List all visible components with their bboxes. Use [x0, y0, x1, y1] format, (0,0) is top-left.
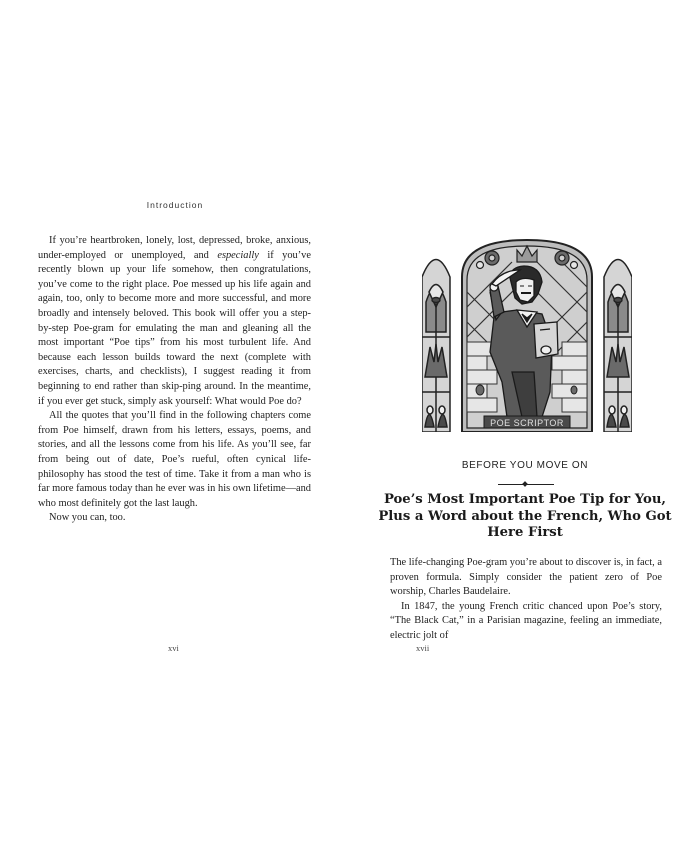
paragraph: All the quotes that you’ll find in the following chapters come from Poe himself, drawn from his letters, essays, poems, and stories, and all the lessons come from his life. As you’ll see, far from being out of date, Poe’s rueful, often cynical life-philosophy has stood the test of time. Take it from a man who is far more famous today than he ever was in his own lifetime—and who most definitely got the last laugh. [38, 410, 311, 509]
emphasis-text: especially [217, 249, 259, 261]
ornamental-divider [498, 482, 554, 488]
diamond-icon [522, 481, 528, 487]
paragraph [38, 234, 311, 409]
paragraph: In 1847, the young French critic chanced upon Poe’s story, “The Black Cat,” in a Parisian magazine, feeling an immediate, electric jolt of [390, 600, 662, 641]
paragraph: Now you can, too. [49, 512, 126, 524]
stained-glass-illustration [422, 232, 632, 432]
page-number-left: xvi [168, 643, 179, 653]
paragraph-text: If you’re heartbroken, lonely, lost, depressed, broke, anxious, under-employed or unemployed, and [38, 235, 311, 261]
poe-stained-glass-icon [422, 232, 632, 432]
right-page [350, 0, 700, 855]
chapter-body [390, 556, 662, 644]
paragraph: The life-changing Poe-gram you’re about to discover is, in fact, a proven formula. Simply consider the patient zero of Poe worship, Charles Baudelaire. [390, 557, 662, 598]
banner-text: POE SCRIPTOR [490, 418, 564, 428]
section-label: BEFORE YOU MOVE ON [461, 460, 589, 471]
introduction-body [38, 234, 311, 526]
paragraph-text: if you’ve recently blown up your life somehow, then congratulations, you’ve come to the right place. Poe messed up his life again and again, too, only to become more and more successful, and more broadly and intensely beloved. This book will offer you a step-by-step Poe-gram for emulating the man and gleaning all the most important “Poe tips” from his most turbulent life. And because each lesson builds toward the next (complete with exercises, charts, and checklists), I suggest reading it from beginning to end rather than skip-ping around. In the meantime, if you ever get stuck, simply ask yourself: What would Poe do? [38, 249, 311, 407]
page-number-right: xvii [416, 643, 430, 653]
running-head: Introduction [146, 200, 204, 210]
chapter-title: Poe’s Most Important Poe Tip for You, Plus a Word about the French, Who Got Here First [378, 492, 672, 540]
